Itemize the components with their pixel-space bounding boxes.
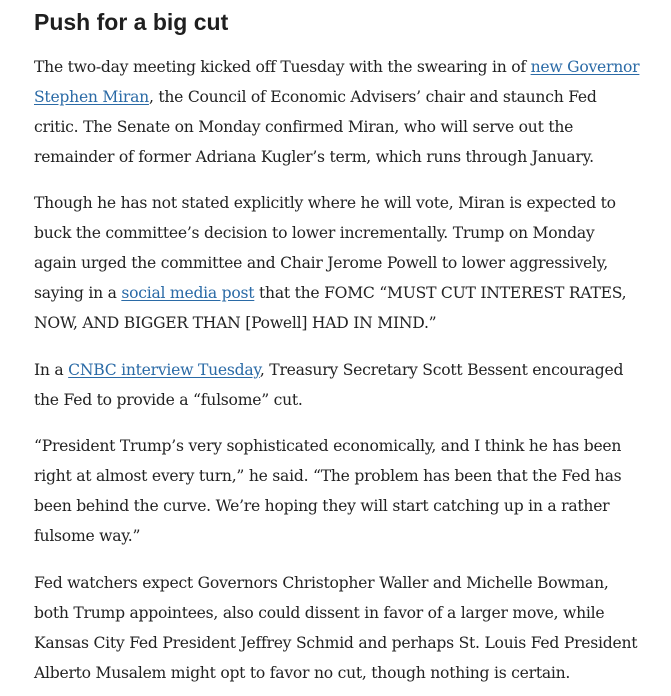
text-segment: , Treasury Secretary Scott Bessent encouraged [259,361,624,379]
link-stephen-miran[interactable]: Stephen Miran [34,88,149,106]
text-segment: the Fed to provide a “fulsome” cut. [34,391,303,409]
paragraph-line [34,385,623,415]
text-segment: Alberto Musalem might opt to favor no cut, though nothing is certain. [34,664,571,682]
text-segment: again urged the committee and Chair Jerome Powell to lower aggressively, [34,254,608,272]
paragraph-line [34,598,637,628]
text-segment: In a [34,361,69,379]
paragraph-fed-watchers [34,568,637,688]
text-segment: both Trump appointees, also could dissent in favor of a larger move, while [34,604,605,622]
text-segment: buck the committee’s decision to lower incrementally. Trump on Monday [34,224,595,242]
paragraph-bessent-quote [34,431,621,551]
paragraph-line [34,52,639,82]
paragraph-line [34,658,637,688]
text-segment: that the FOMC “MUST CUT INTEREST RATES, [254,284,627,302]
paragraph-bessent-interview [34,355,623,415]
link-new-governor[interactable]: new Governor [530,58,640,76]
text-segment: critic. The Senate on Monday confirmed Miran, who will serve out the [34,118,574,136]
paragraph-line [34,628,637,658]
text-segment: “President Trump’s very sophisticated economically, and I think he has been [34,437,622,455]
paragraph-trump-urges-cut [34,188,626,338]
paragraph-line [34,218,626,248]
paragraph-line [34,142,639,172]
paragraph-miran-swearing-in [34,52,639,172]
text-segment: been behind the curve. We’re hoping they will start catching up in a rather [34,497,610,515]
text-segment: right at almost every turn,” he said. “The problem has been that the Fed has [34,467,622,485]
text-segment: remainder of former Adriana Kugler’s term, which runs through January. [34,148,594,166]
paragraph-line [34,188,626,218]
text-segment: The two-day meeting kicked off Tuesday with the swearing in of [34,58,531,76]
paragraph-line [34,461,621,491]
section-heading: Push for a big cut [34,9,229,35]
text-segment: , the Council of Economic Advisers’ chair and staunch Fed [148,88,597,106]
paragraph-line [34,355,623,385]
text-segment: Fed watchers expect Governors Christopher Waller and Michelle Bowman, [34,574,609,592]
paragraph-line [34,521,621,551]
paragraph-line [34,491,621,521]
text-segment: fulsome way.” [34,527,141,545]
text-segment: Kansas City Fed President Jeffrey Schmid and perhaps St. Louis Fed President [34,634,638,652]
text-segment: NOW, AND BIGGER THAN [Powell] HAD IN MIND.” [34,314,437,332]
text-segment: saying in a [34,284,122,302]
text-segment: Though he has not stated explicitly where he will vote, Miran is expected to [34,194,616,212]
paragraph-line [34,278,626,308]
link-social-media-post[interactable]: social media post [121,284,255,302]
paragraph-line [34,568,637,598]
link-cnbc-interview-tuesday[interactable]: CNBC interview Tuesday [68,361,260,379]
paragraph-line [34,431,621,461]
paragraph-line [34,82,639,112]
paragraph-line [34,248,626,278]
paragraph-line [34,112,639,142]
paragraph-line [34,308,626,338]
